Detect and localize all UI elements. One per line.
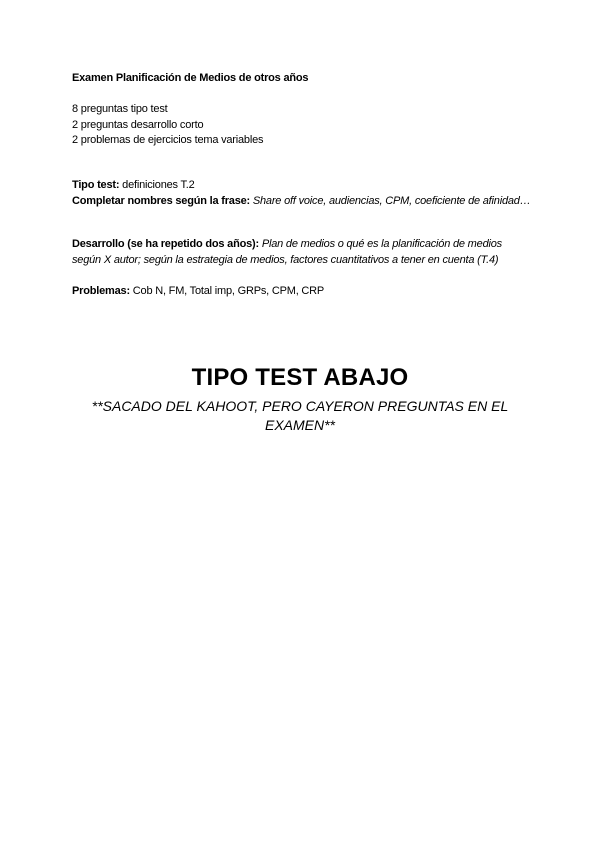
document-title: Examen Planificación de Medios de otros años — [72, 72, 309, 84]
summary-list — [72, 102, 263, 149]
section-note: **SACADO DEL KAHOOT, PERO CAYERON PREGUNTAS EN EL EXAMEN** — [91, 398, 509, 433]
exam-structure-section — [72, 178, 532, 209]
tipo-test-line — [72, 178, 532, 194]
summary-item: 2 preguntas desarrollo corto — [72, 118, 204, 131]
summary-item: 2 problemas de ejercicios tema variables — [72, 134, 264, 146]
problemas-value: Cob N, FM, Total imp, GRPs, CPM, CRP — [132, 285, 325, 297]
completar-label: Completar nombres según la frase: — [72, 194, 251, 207]
section-heading: TIPO TEST ABAJO — [191, 364, 409, 391]
tipo-test-value: definiciones T.2 — [122, 179, 195, 191]
completar-line — [72, 194, 532, 210]
desarrollo-section — [72, 237, 532, 268]
completar-value: Share off voice, audiencias, CPM, coeficiente de afinidad… — [252, 194, 531, 207]
summary-item: 8 preguntas tipo test — [72, 103, 168, 115]
desarrollo-value: Plan de medios o qué es la planificación de medios según X autor; según la estrategia de medios, factores cuantitativos a tener en cuenta (T.4) — [72, 238, 502, 266]
problemas-label: Problemas: — [72, 285, 130, 297]
tipo-test-label: Tipo test: — [72, 179, 120, 191]
desarrollo-label: Desarrollo (se ha repetido dos años): — [72, 238, 259, 250]
problemas-section — [72, 284, 532, 300]
